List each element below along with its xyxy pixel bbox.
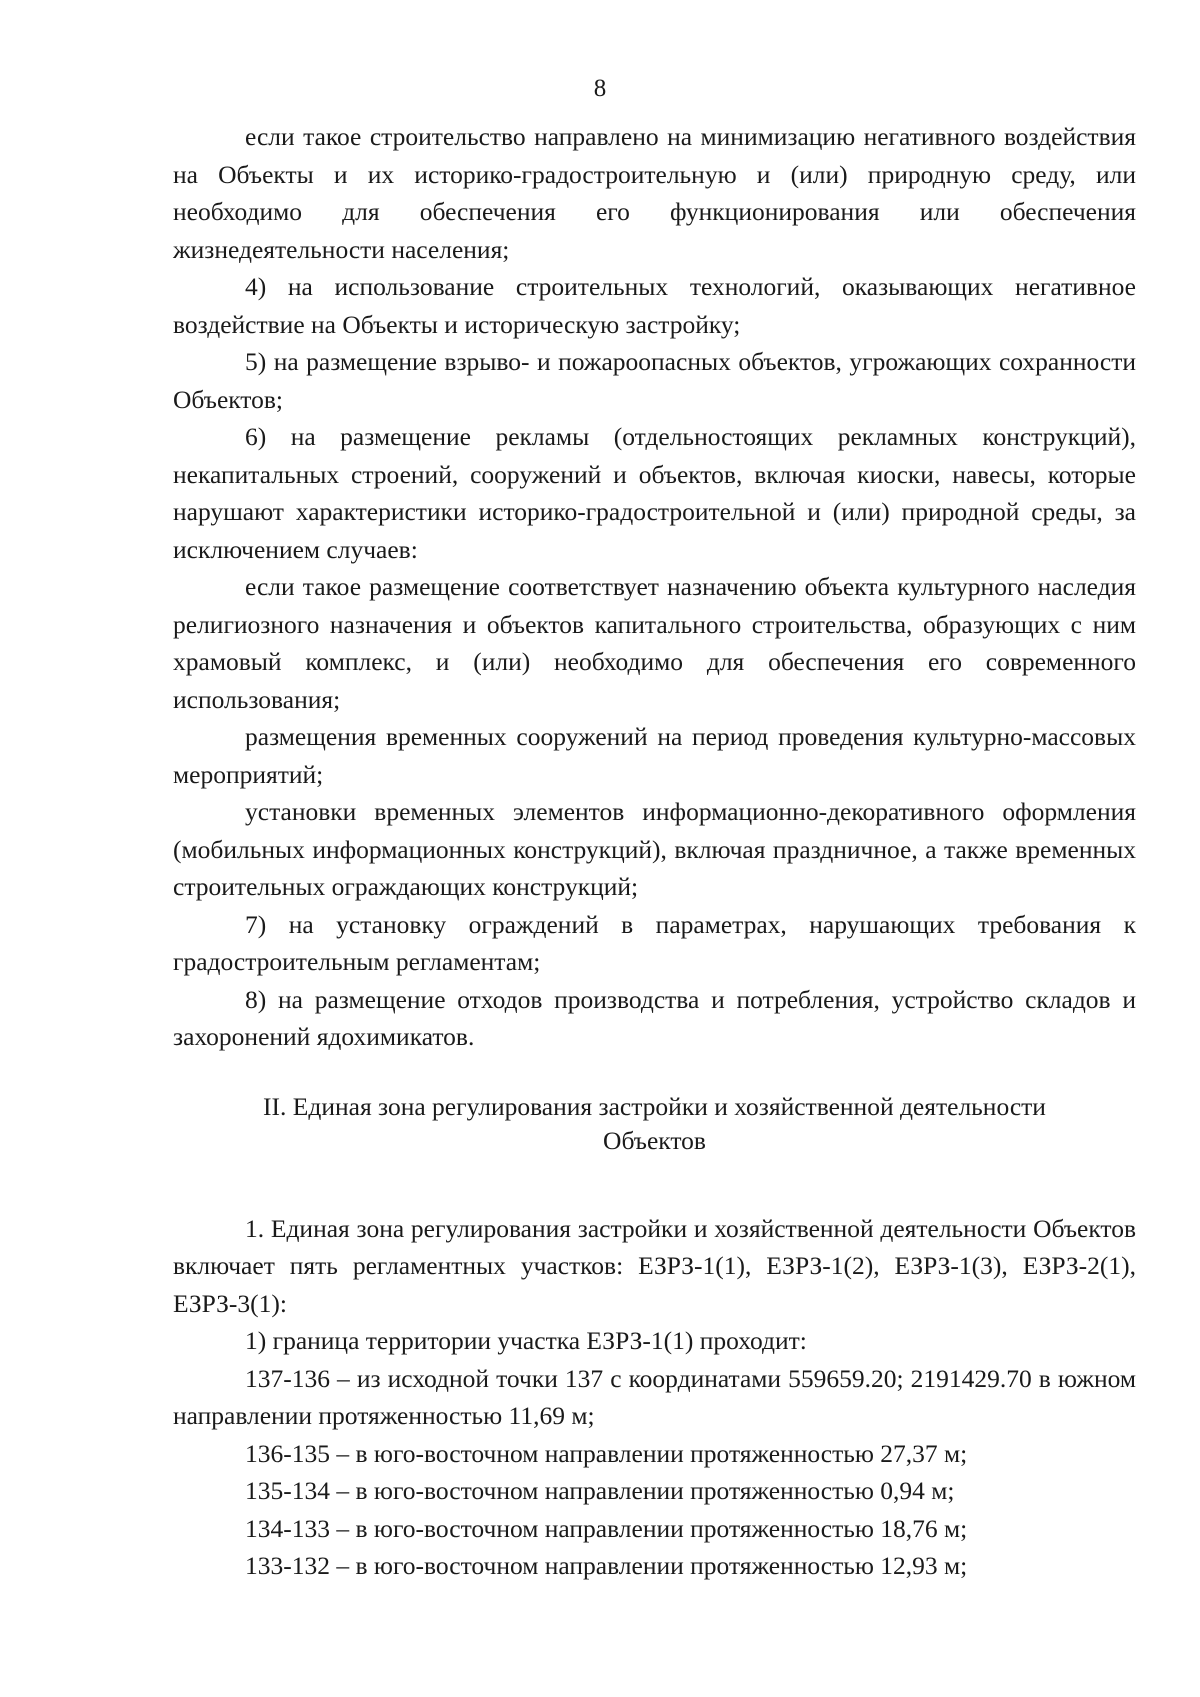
paragraph: 137-136 – из исходной точки 137 с координатами 559659.20; 2191429.70 в южном направлении протяженностью 11,69 м; <box>173 1363 1136 1430</box>
paragraph: 6) на размещение рекламы (отдельностоящих рекламных конструкций), некапитальных строений, сооружений и объектов, включая киоски, навесы, которые нарушают характеристики историко-градостроительной и (или) природной среды, за исключением случаев: <box>173 422 1136 564</box>
paragraph: размещения временных сооружений на период проведения культурно-массовых мероприятий; <box>173 722 1136 789</box>
paragraph: если такое размещение соответствует назначению объекта культурного наследия религиозного назначения и объектов капитального строительства, образующих с ним храмовый комплекс, и (или) необходимо для обеспечения его современного использования; <box>173 572 1136 714</box>
paragraph: 7) на установку ограждений в параметрах, нарушающих требования к градостроительным регламентам; <box>173 909 1136 976</box>
paragraph: 1. Единая зона регулирования застройки и хозяйственной деятельности Объектов включает пять регламентных участков: ЕЗРЗ-1(1), ЕЗРЗ-1(2), ЕЗРЗ-1(3), ЕЗРЗ-2(1), ЕЗРЗ-3(1): <box>173 1213 1136 1318</box>
paragraph: 4) на использование строительных технологий, оказывающих негативное воздействие на Объекты и историческую застройку; <box>173 272 1136 339</box>
paragraph: 1) граница территории участка ЕЗРЗ-1(1) проходит: <box>245 1326 807 1355</box>
page-number: 8 <box>593 75 607 102</box>
section-heading-line: II. Единая зона регулирования застройки и хозяйственной деятельности <box>263 1091 1046 1121</box>
boundary-segment: 136-135 – в юго-восточном направлении протяженностью 27,37 м; <box>245 1438 968 1468</box>
boundary-segment: 133-132 – в юго-восточном направлении протяженностью 12,93 м; <box>245 1551 968 1580</box>
document-body <box>173 118 1136 1585</box>
paragraph: если такое строительство направлено на минимизацию негативного воздействия на Объекты и их историко-градостроительную и (или) природную среду, или необходимо для обеспечения его функционирования или обеспечения жизнедеятельности населения; <box>173 122 1136 264</box>
paragraph: 5) на размещение взрыво- и пожароопасных объектов, угрожающих сохранности Объектов; <box>173 347 1136 414</box>
paragraph: 8) на размещение отходов производства и потребления, устройство складов и захоронений ядохимикатов. <box>173 984 1136 1051</box>
section-heading-line: Объектов <box>603 1125 706 1155</box>
section-heading <box>173 1090 1136 1158</box>
boundary-segment: 135-134 – в юго-восточном направлении протяженностью 0,94 м; <box>245 1476 955 1505</box>
paragraph: установки временных элементов информационно-декоративного оформления (мобильных информационных конструкций), включая праздничное, а также временных строительных ограждающих конструкций; <box>173 797 1136 901</box>
boundary-segment: 134-133 – в юго-восточном направлении протяженностью 18,76 м; <box>245 1513 968 1543</box>
